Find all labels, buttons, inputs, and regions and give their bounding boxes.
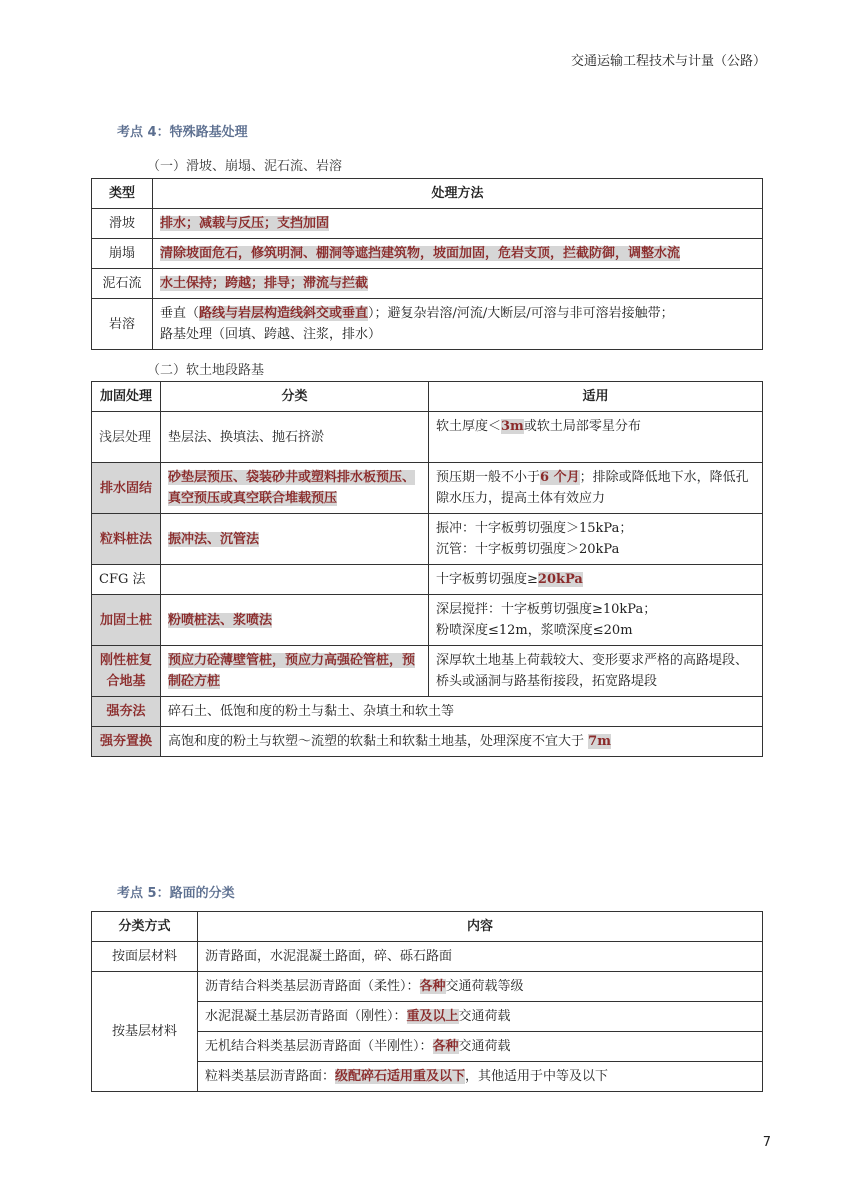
row-method: 水土保持；跨越；排导；滞流与拦截 xyxy=(160,276,369,291)
row-name: 强夯置换 xyxy=(92,727,161,757)
row-type: 泥石流 xyxy=(92,269,153,299)
th-method: 处理方法 xyxy=(153,179,763,209)
content-text: 交通荷载 xyxy=(458,1039,511,1054)
app-text: 沉管：十字板剪切强度＞20kPa xyxy=(436,542,620,557)
app-text: 软土厚度＜ xyxy=(436,419,502,434)
th-category: 分类 xyxy=(161,382,429,412)
table-row xyxy=(92,209,763,239)
method-text: ）；避复杂岩溶/河流/大断层/可溶与非可溶岩接触带； xyxy=(368,306,674,321)
app-highlight: 6 个月 xyxy=(540,470,580,485)
row-name: 强夯法 xyxy=(92,697,161,727)
row-name: CFG 法 xyxy=(92,565,161,595)
table-row xyxy=(92,299,763,350)
row-method: 排水；减载与反压；支挡加固 xyxy=(160,216,330,231)
app-text: 粉喷深度≤12m，浆喷深度≤20m xyxy=(436,623,633,638)
content-text: 粒料类基层沥青路面： xyxy=(205,1069,336,1084)
th-name: 加固处理 xyxy=(92,382,161,412)
section4-title: 考点 4：特殊路基处理 xyxy=(117,125,248,140)
table-row xyxy=(92,942,763,972)
th-classification: 分类方式 xyxy=(92,912,198,942)
row-category: 预应力砼薄壁管桩，预应力高强砼管桩，预制砼方桩 xyxy=(168,653,416,689)
desc-highlight: 7m xyxy=(588,734,611,749)
content-text: 沥青结合料类基层沥青路面（柔性）： xyxy=(205,979,420,994)
table-row xyxy=(92,595,763,646)
row-type: 滑坡 xyxy=(92,209,153,239)
table-row xyxy=(92,514,763,565)
content-text: 水泥混凝土基层沥青路面（刚性）： xyxy=(205,1009,407,1024)
row-category xyxy=(161,565,429,595)
table-row xyxy=(92,463,763,514)
content-text: 交通荷载等级 xyxy=(445,979,524,994)
row-type: 岩溶 xyxy=(92,299,153,350)
row-desc: 碎石土、低饱和度的粉土与黏土、杂填土和软土等 xyxy=(161,697,763,727)
content-text: ，其他适用于中等及以下 xyxy=(465,1069,609,1084)
table-row xyxy=(92,727,763,757)
row-method: 清除坡面危石，修筑明洞、棚洞等遮挡建筑物，坡面加固，危岩支顶，拦截防御，调整水流 xyxy=(160,246,681,261)
row-name: 排水固结 xyxy=(92,463,161,514)
th-applicable: 适用 xyxy=(429,382,763,412)
table-header-row xyxy=(92,382,763,412)
app-text: 预压期一般不小于 xyxy=(436,470,541,485)
section4-sub1: （一）滑坡、崩塌、泥石流、岩溶 xyxy=(147,159,343,174)
app-text: ；排除或降低地下水，降低孔隙水压力，提高土体有效应力 xyxy=(436,470,749,506)
method-highlight: 路线与岩层构造线斜交或垂直 xyxy=(199,306,369,321)
app-text: 十字板剪切强度≥ xyxy=(436,572,538,587)
app-text: 振冲：十字板剪切强度＞15kPa； xyxy=(436,521,633,536)
content-text: 交通荷载 xyxy=(458,1009,511,1024)
table-row xyxy=(92,269,763,299)
row-type: 按面层材料 xyxy=(92,942,198,972)
content-text: 无机结合料类基层沥青路面（半刚性）： xyxy=(205,1039,433,1054)
page-number: 7 xyxy=(762,1135,771,1150)
app-text: 深层搅拌：十字板剪切强度≥10kPa； xyxy=(436,602,657,617)
table-header-row xyxy=(92,179,763,209)
row-content: 沥青路面，水泥混凝土路面，碎、砾石路面 xyxy=(198,942,763,972)
content-highlight: 各种 xyxy=(419,979,446,994)
row-category: 振冲法、沉管法 xyxy=(168,531,260,547)
content-highlight: 级配碎石适用重及以下 xyxy=(335,1069,466,1084)
app-highlight: 3m xyxy=(501,419,524,434)
row-category: 垫层法、换填法、抛石挤淤 xyxy=(161,412,429,463)
content-highlight: 重及以上 xyxy=(406,1009,459,1024)
row-name: 粒料桩法 xyxy=(92,514,161,565)
table-pavement xyxy=(91,911,763,1092)
table-soft-soil xyxy=(91,381,763,757)
row-category: 砂垫层预压、袋装砂井或塑料排水板预压、真空预压或真空联合堆载预压 xyxy=(168,470,416,506)
running-header: 交通运输工程技术与计量（公路） xyxy=(570,54,766,69)
th-type: 类型 xyxy=(92,179,153,209)
table-landslide xyxy=(91,178,763,350)
row-name: 浅层处理 xyxy=(92,412,161,463)
table-row xyxy=(92,412,763,463)
table-row xyxy=(92,239,763,269)
table-row xyxy=(92,697,763,727)
table-row xyxy=(92,646,763,697)
content-highlight: 各种 xyxy=(432,1039,459,1054)
table-row xyxy=(92,565,763,595)
row-type: 按基层材料 xyxy=(92,972,198,1092)
app-highlight: 20kPa xyxy=(537,572,583,587)
method-text: 垂直（ xyxy=(160,306,200,321)
row-name: 刚性桩复合地基 xyxy=(92,646,161,697)
desc-text: 高饱和度的粉土与软塑～流塑的软黏土和软黏土地基，处理深度不宜大于 xyxy=(168,734,585,749)
row-type: 崩塌 xyxy=(92,239,153,269)
table-header-row xyxy=(92,912,763,942)
th-content: 内容 xyxy=(198,912,763,942)
section5-title: 考点 5：路面的分类 xyxy=(117,886,235,901)
row-applicable: 深厚软土地基上荷载较大、变形要求严格的高路堤段、桥头或涵洞与路基衔接段，拓宽路堤段 xyxy=(429,646,763,697)
section4-sub2: （二）软土地段路基 xyxy=(147,363,265,378)
row-name: 加固土桩 xyxy=(92,595,161,646)
table-row xyxy=(92,972,763,1002)
app-text: 或软土局部零星分布 xyxy=(523,419,641,434)
method-text: 路基处理（回填、跨越、注浆，排水） xyxy=(160,327,382,342)
row-category: 粉喷桩法、浆喷法 xyxy=(168,612,273,628)
